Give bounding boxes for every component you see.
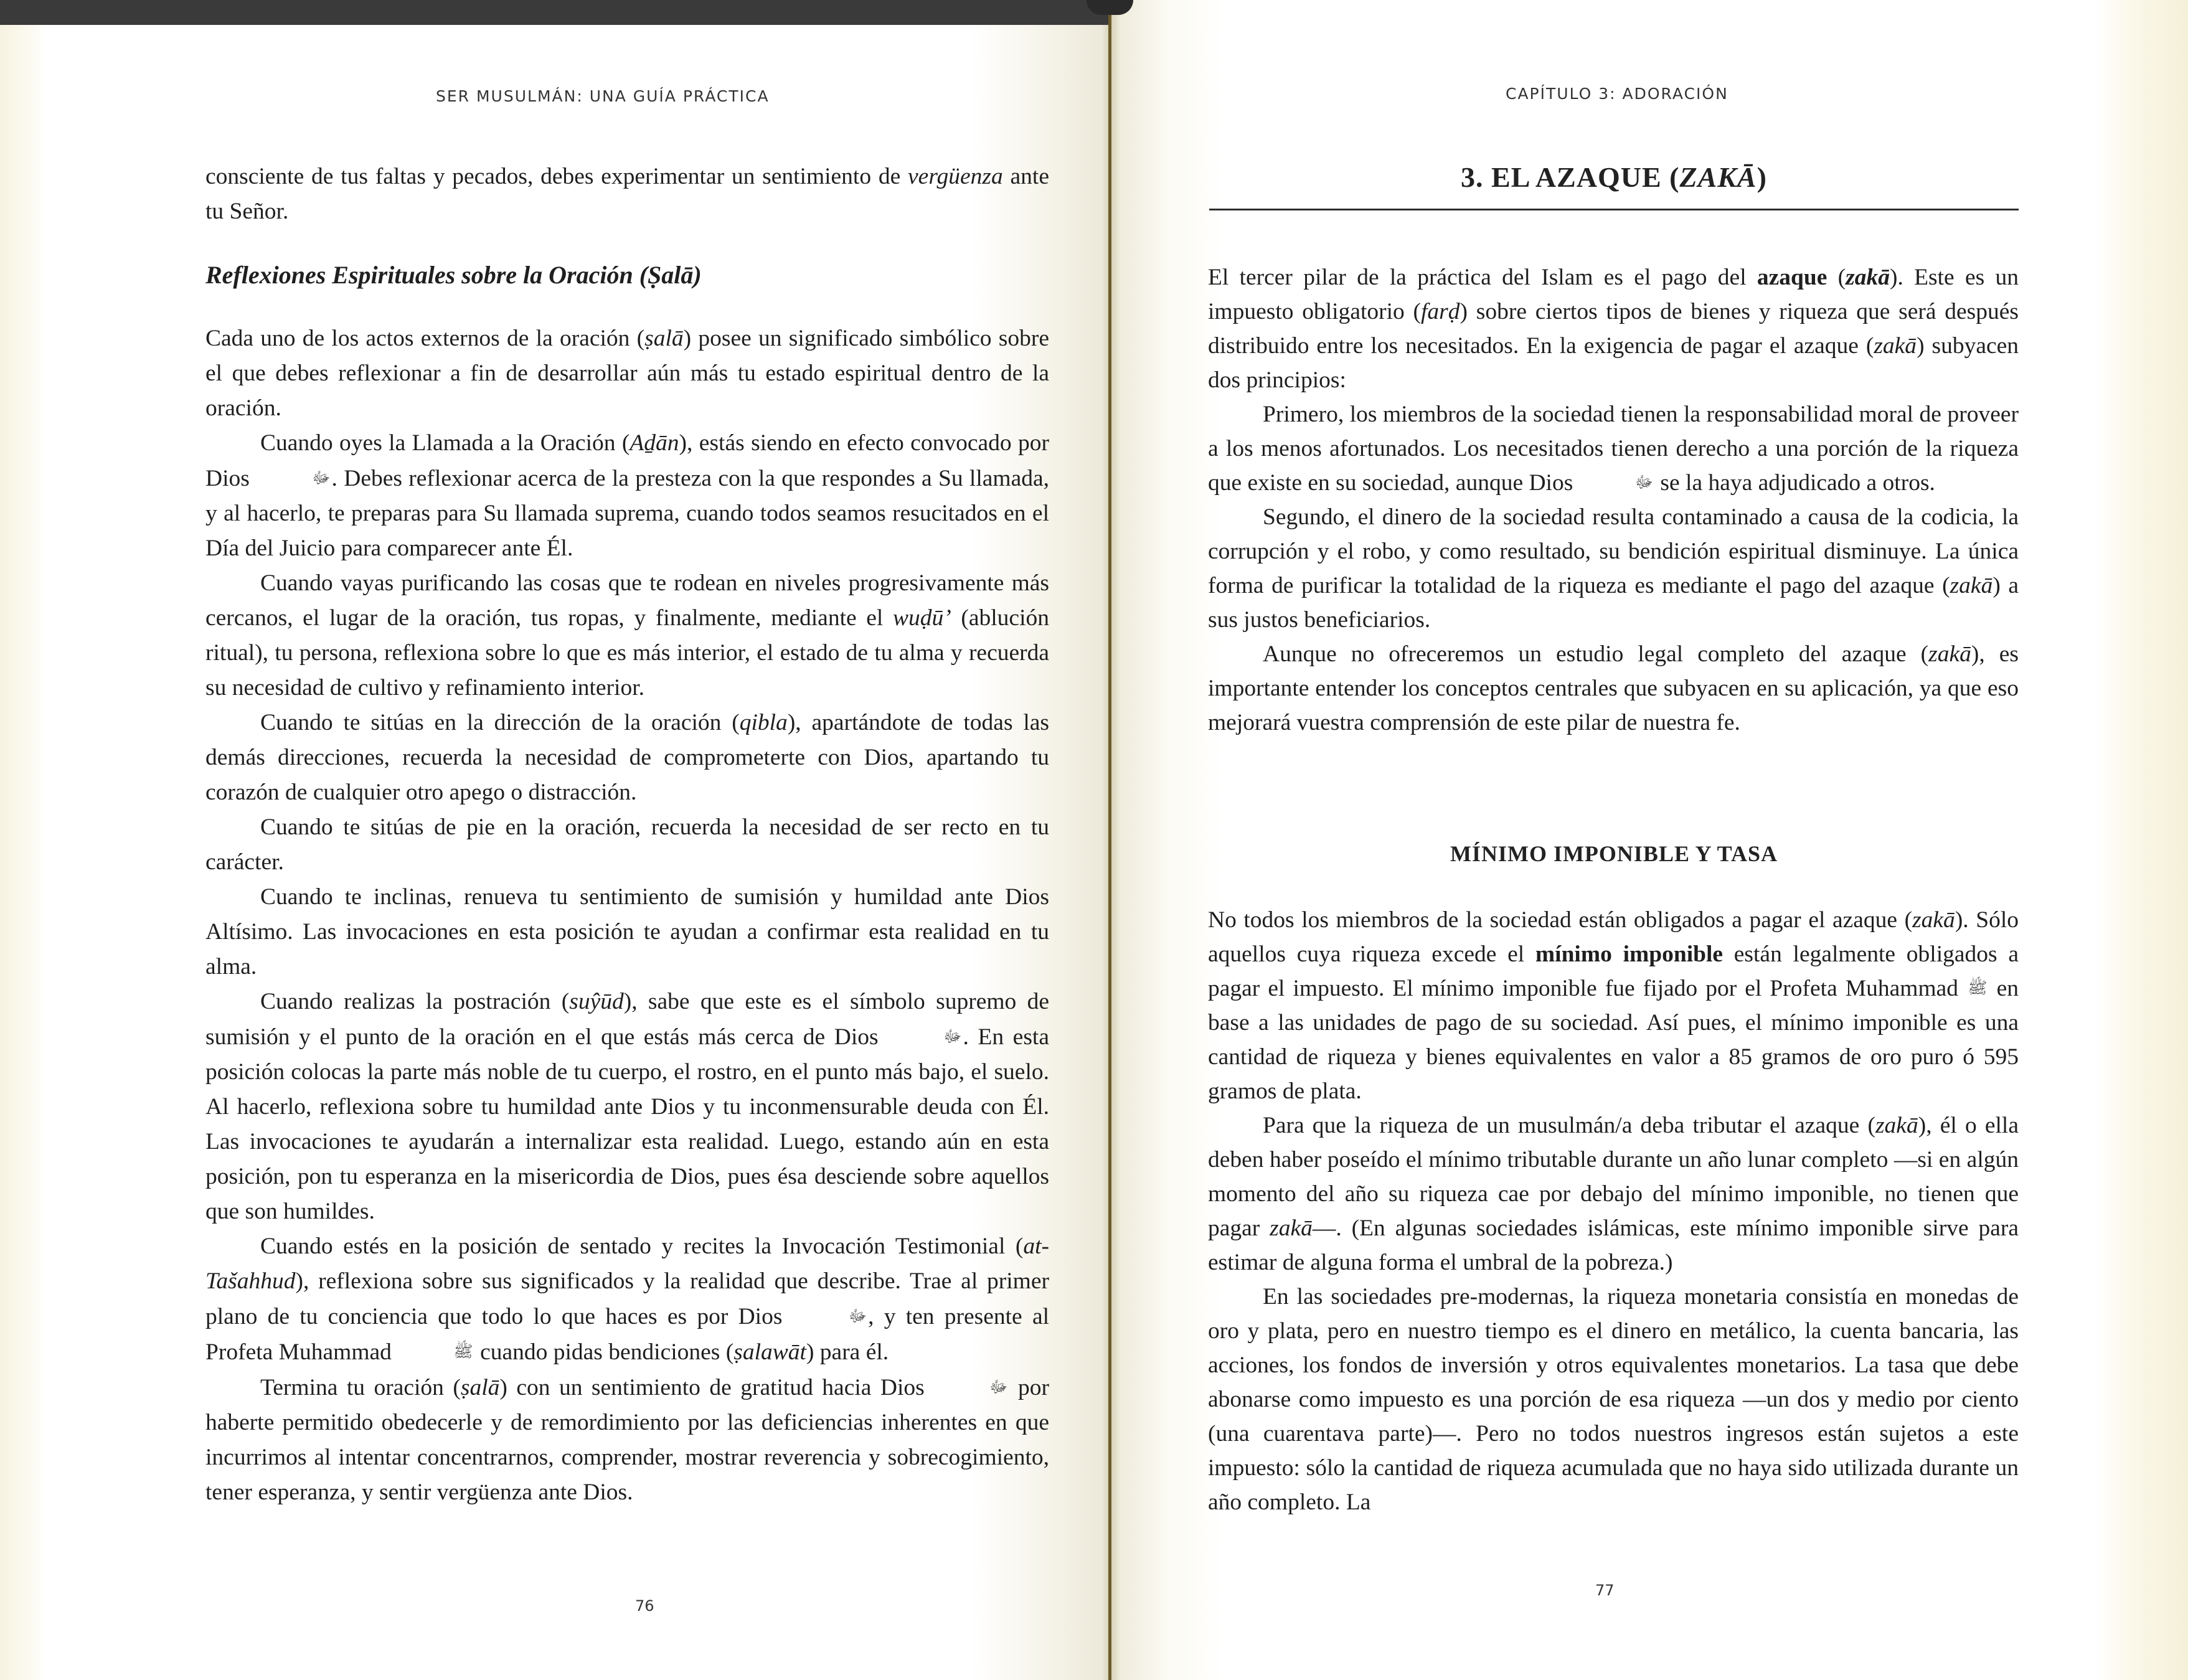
- text-run: ) con un sentimiento de gratitud hacia Dios: [499, 1375, 934, 1400]
- paragraph: [1208, 637, 2019, 740]
- section-subheading: [205, 258, 1049, 293]
- text-run: ). Sólo aquellos cuya riqueza excede el: [1208, 907, 2019, 967]
- italic-term: zakā: [1912, 907, 1955, 933]
- paragraph: [205, 426, 1049, 566]
- paragraph: [205, 159, 1049, 229]
- text-run: consciente de tus faltas y pecados, debes experimentar un sentimiento de: [205, 164, 908, 189]
- italic-term: zakā: [1875, 1113, 1918, 1138]
- text-run: Cuando estés en la posición de sentado y recites la Invocación Testimonial (: [260, 1234, 1024, 1259]
- italic-term: suŷūd: [569, 989, 624, 1014]
- text-run: ) subyacen dos principios:: [1208, 333, 2019, 393]
- paragraph: [1208, 260, 2019, 397]
- text-run: ), estás siendo en efecto convocado por Dios: [205, 430, 1049, 491]
- paragraph: [1208, 1108, 2019, 1280]
- text-run: ), reflexiona sobre sus significados y la realidad que describe. Trae al primer plano de tu conciencia que todo lo que haces es por Dios: [205, 1268, 1049, 1329]
- italic-term: at-Tašahhud: [205, 1234, 1049, 1294]
- italic-term: zakā: [1874, 333, 1917, 359]
- text-run: ante tu Señor.: [205, 164, 1049, 224]
- text-run: Segundo, el dinero de la sociedad resulta contaminado a causa de la codicia, la corrupción y el robo, y como resultado, su bendición espiritual disminuye. La única forma de purificar la totalidad de la riqueza es mediante el pago del azaque (: [1208, 504, 2019, 598]
- text-run: se la haya adjudicado a otros.: [1654, 470, 1935, 496]
- text-run: ), sabe que este es el símbolo supremo de sumisión y el punto de la oración en el que estás más cerca de Dios: [205, 989, 1049, 1050]
- right-page-number: 77: [1595, 1582, 1615, 1599]
- honorific-icon: ﷻ: [989, 1378, 1008, 1397]
- text-run: ), él o ella deben haber poseído el mínimo tributable durante un año lunar completo —si en algún momento del año su riqueza cae por debajo del mínimo imponible, no tienen que pagar: [1208, 1113, 2019, 1241]
- text-run: ). Este es un impuesto obligatorio (: [1208, 265, 2019, 324]
- text-run: ) a sus justos beneficiarios.: [1208, 573, 2019, 633]
- text-run: ) sobre ciertos tipos de bienes y riqueza que será después distribuido entre los necesitados. En la exigencia de pagar el azaque (: [1208, 299, 2019, 359]
- paragraph: [205, 566, 1049, 706]
- bold-term: mínimo imponible: [1535, 941, 1724, 967]
- bold-term: azaque: [1757, 265, 1827, 290]
- left-page-number: 76: [635, 1597, 654, 1615]
- text-run: Cada uno de los actos externos de la oración (: [205, 326, 645, 351]
- paragraph: [1208, 500, 2019, 637]
- text-run: —. (En algunas sociedades islámicas, este mínimo imponible sirve para estimar de alguna forma el umbral de la pobreza.): [1208, 1215, 2019, 1275]
- text-run: Cuando te sitúas en la dirección de la oración (: [260, 710, 740, 735]
- paragraph: [205, 321, 1049, 426]
- text-run: ), es importante entender los conceptos centrales que subyacen en su aplicación, ya que eso mejorará vuestra comprensión de este pilar de nuestra fe.: [1208, 641, 2019, 735]
- text-run: El tercer pilar de la práctica del Islam es el pago del: [1208, 265, 1757, 290]
- text-run: en base a las unidades de pago de su sociedad. Así pues, el mínimo imponible es una cantidad de riqueza y bienes equivalentes en valor a 85 gramos de oro puro ó 595 gramos de plata.: [1208, 976, 2019, 1104]
- text-run: 3. EL AZAQUE (: [1461, 161, 1680, 193]
- italic-term: Aḏān: [630, 430, 679, 456]
- paragraph: En las sociedades pre-modernas, la riqueza monetaria consistía en monedas de oro y plata, pero en nuestro tiempo es el dinero en metálico, la cuenta bancaria, las acciones, los fondos de inversión y otros equivalentes monetarios. La tasa que debe abonarse como impuesto es una porción de esa riqueza —un dos y medio por ciento (una cuarentava parte)—. Pero no todos nuestros ingresos están sujetos a este impuesto: sólo la cantidad de riqueza acumulada que no haya sido utilizada durante un año completo. La: [1208, 1284, 2019, 1515]
- paragraph: [205, 706, 1049, 810]
- text-run: Cuando oyes la Llamada a la Oración (: [260, 430, 630, 456]
- honorific-icon: ﷻ: [943, 1027, 962, 1046]
- right-body-section: [1208, 903, 2019, 1519]
- text-run: Para que la riqueza de un musulmán/a deba tributar el azaque (: [1263, 1113, 1875, 1138]
- text-run: Reflexiones Espirituales sobre la Oración (: [205, 261, 648, 289]
- text-run: (ablución ritual), tu persona, reflexiona sobre lo que es más interior, el estado de tu alma y recuerda su necesidad de cultivo y refinamiento interior.: [205, 605, 1049, 701]
- text-run: Termina tu oración (: [260, 1375, 461, 1400]
- honorific-icon: ﷻ: [848, 1307, 867, 1326]
- text-run: No todos los miembros de la sociedad están obligados a pagar el azaque (: [1208, 907, 1913, 933]
- text-run: , y ten presente al Profeta Muhammad: [205, 1304, 1050, 1365]
- italic-term: zakā: [1950, 573, 1993, 598]
- chapter-rule: [1209, 209, 2019, 210]
- italic-term: vergüenza: [908, 164, 1003, 189]
- honorific-icon: ﷻ: [312, 469, 331, 488]
- left-running-head: SER MUSULMÁN: UNA GUÍA PRÁCTICA: [436, 87, 770, 105]
- text-run: ), apartándote de todas las demás direcciones, recuerda la necesidad de comprometerte con Dios, apartando tu corazón de cualquier otro apego o distracción.: [205, 710, 1049, 805]
- italic-term: ṣalā: [644, 326, 684, 351]
- paragraph: [1208, 903, 2019, 1108]
- text-run: Cuando vayas purificando las cosas que te rodean en niveles progresivamente más cercanos, el lugar de la oración, tus ropas, y finalmente, mediante el: [205, 570, 1049, 631]
- text-run: cuando pidas bendiciones (: [474, 1339, 734, 1365]
- book-gutter: [1108, 0, 1111, 1680]
- honorific-icon: ﷻ: [1634, 473, 1654, 492]
- text-run: Aunque no ofreceremos un estudio legal completo del azaque (: [1263, 641, 1929, 667]
- italic-term: qibla: [739, 710, 788, 735]
- text-run: ) posee un significado simbólico sobre el que debes reflexionar a fin de desarrollar aún más tu estado espiritual dentro de la oración.: [205, 326, 1050, 421]
- text-run: están legalmente obligados a pagar el impuesto. El mínimo imponible fue fijado por el Profeta Muhammad: [1208, 941, 2019, 1001]
- paragraph: [205, 1229, 1049, 1370]
- text-run: . Debes reflexionar acerca de la presteza con la que respondes a Su llamada, y al hacerlo, te preparas para Su llamada suprema, cuando todos seamos resucitados en el Día del Juicio para comparecer ante Él.: [205, 466, 1049, 561]
- italic-term: zakā: [1928, 641, 1971, 667]
- text-run: por haberte permitido obedecerle y de remordimiento por las deficiencias inherentes en que incurrimos al intentar concentrarnos, comprender, mostrar reverencia y sobrecogimiento, tener esperanza, y sentir vergüenza ante Dios.: [205, 1375, 1049, 1505]
- text-run: . En esta posición colocas la parte más noble de tu cuerpo, el rostro, en el punto más bajo, el suelo. Al hacerlo, reflexiona sobre tu humildad ante Dios y tu inconmensurable deuda con Él. Las invocaciones te ayudarán a internalizar esta realidad. Luego, estando aún en esta posición, pon tu esperanza en la misericordia de Dios, pues ésa desciende sobre aquellos que son humildes.: [205, 1024, 1049, 1224]
- italic-term: ZAKĀ: [1679, 161, 1757, 193]
- text-run: Primero, los miembros de la sociedad tienen la responsabilidad moral de proveer a los menos afortunados. Los necesitados tienen derecho a una porción de la riqueza que existe en su sociedad, aunque Dios: [1208, 402, 2019, 496]
- text-run: Ṣalā: [648, 261, 694, 289]
- chapter-title: [1209, 161, 2019, 194]
- text-run: ) para él.: [806, 1339, 889, 1365]
- left-body: [205, 159, 1049, 1510]
- text-run: ): [693, 261, 702, 289]
- right-running-head: CAPÍTULO 3: ADORACIÓN: [1506, 85, 1728, 103]
- prophet-honorific-icon: ﷺ: [453, 1343, 473, 1361]
- italic-term: zakā: [1270, 1215, 1313, 1241]
- paragraph: [205, 984, 1049, 1229]
- paragraph: [1208, 397, 2019, 500]
- text-run: (: [1827, 265, 1846, 290]
- right-body-intro: [1208, 260, 2019, 740]
- italic-term: ṣalawāt: [733, 1339, 806, 1365]
- paragraph: Cuando te inclinas, renueva tu sentimiento de sumisión y humildad ante Dios Altísimo. Las invocaciones en esta posición te ayudan a confirmar esta realidad en tu alma.: [205, 884, 1049, 979]
- italic-term: zakā: [1846, 265, 1890, 290]
- section-heading: MÍNIMO IMPONIBLE Y TASA: [1450, 841, 1778, 866]
- text-run: ): [1757, 161, 1767, 193]
- text-run: Cuando realizas la postración (: [260, 989, 570, 1014]
- italic-term: wuḍū’: [892, 605, 951, 631]
- italic-term: ṣalā: [460, 1375, 500, 1400]
- prophet-honorific-icon: ﷺ: [1968, 979, 1988, 998]
- paragraph: [205, 1370, 1049, 1510]
- paragraph: Cuando te sitúas de pie en la oración, recuerda la necesidad de ser recto en tu carácter.: [205, 814, 1049, 875]
- italic-term: farḍ: [1421, 299, 1460, 324]
